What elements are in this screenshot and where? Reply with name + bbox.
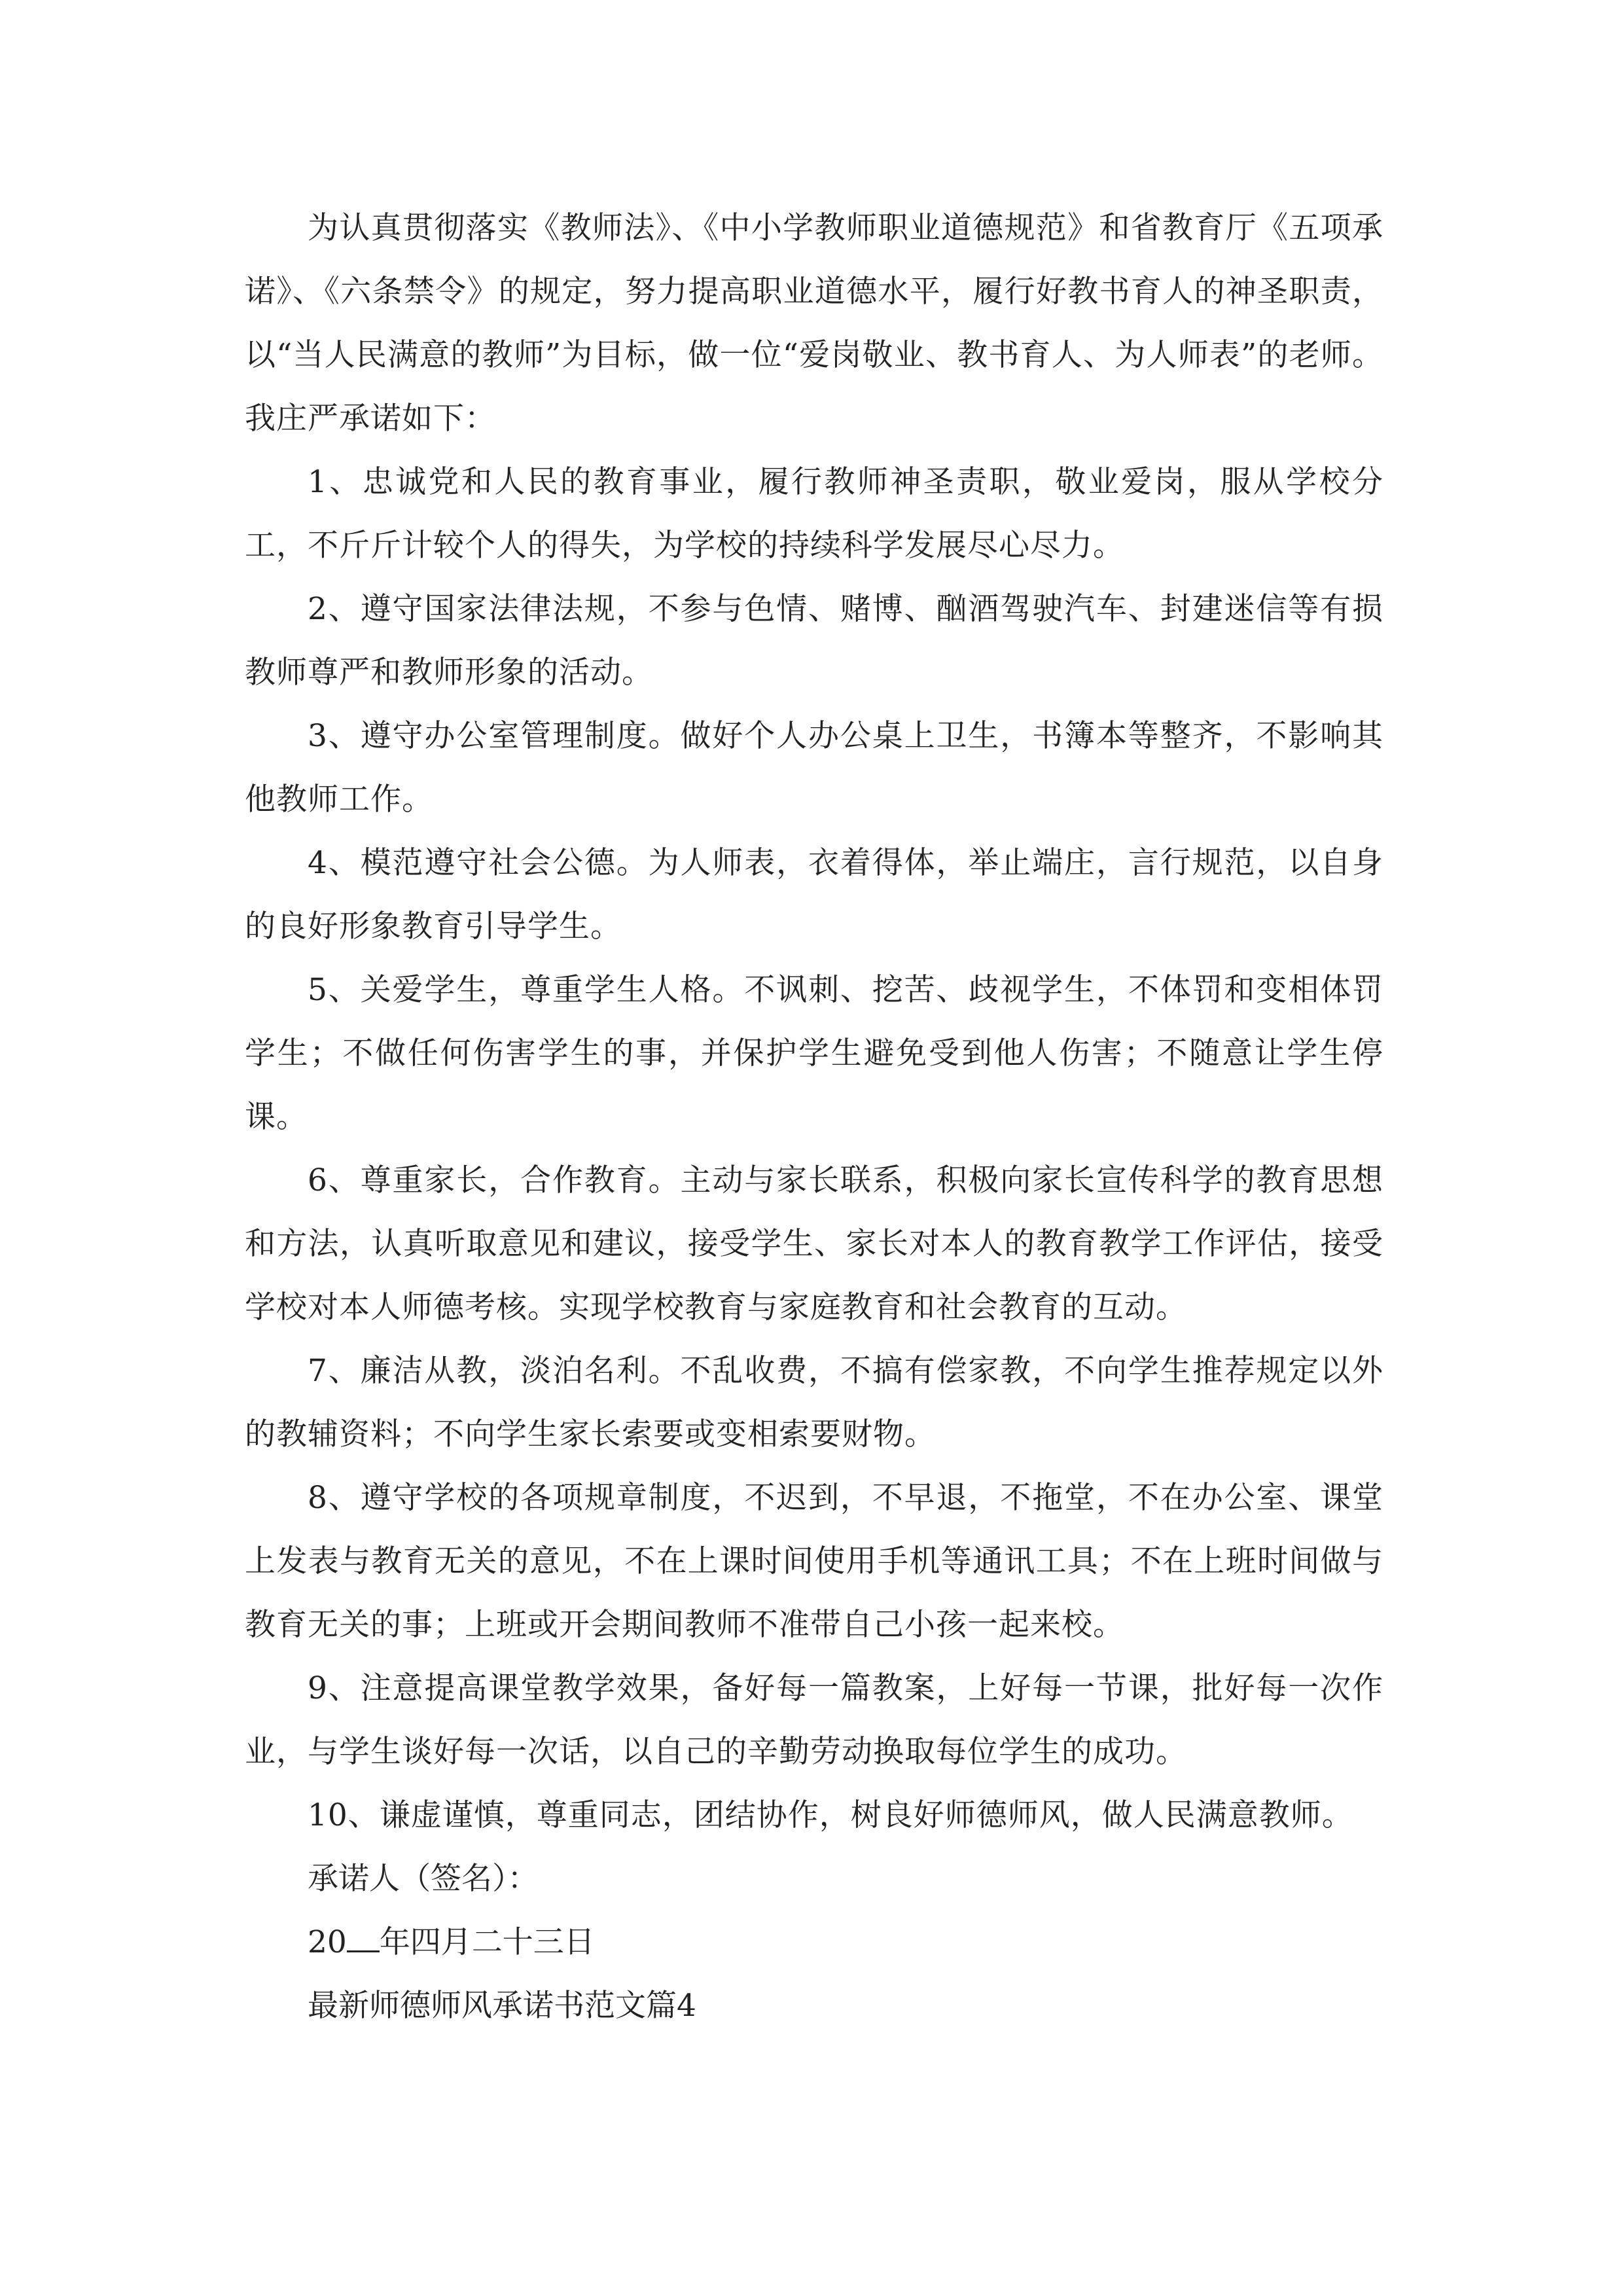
commitment-item-6: 6、尊重家长，合作教育。主动与家长联系，积极向家长宣传科学的教育思想和方法，认真听取意见和建议，接受学生、家长对本人的教育教学工作评估，接受学校对本人师德考核。实现学校教育与家庭教育和社会教育的互动。 (245, 1162, 1383, 1325)
next-section-title: 最新师德师风承诺书范文篇4 (308, 1988, 696, 2024)
commitment-item-8: 8、遵守学校的各项规章制度，不迟到，不早退，不拖堂，不在办公室、课堂上发表与教育无关的意见，不在上课时间使用手机等通讯工具；不在上班时间做与教育无关的事；上班或开会期间教师不准带自己小孩一起来校。 (245, 1480, 1383, 1643)
date-blank (347, 1924, 380, 1952)
commitment-item-3: 3、遵守办公室管理制度。做好个人办公桌上卫生，书簿本等整齐，不影响其他教师工作。 (245, 718, 1383, 817)
document-page (245, 196, 1383, 2037)
commitment-item-10: 10、谦虚谨慎，尊重同志，团结协作，树良好师德师风，做人民满意教师。 (308, 1797, 1353, 1833)
commitment-item-7: 7、廉洁从教，淡泊名利。不乱收费，不搞有偿家教，不向学生推荐规定以外的教辅资料；不向学生家长索要或变相索要财物。 (245, 1353, 1383, 1452)
signature-line: 承诺人（签名）： (308, 1861, 539, 1897)
date-rest: 年四月二十三日 (379, 1924, 595, 1960)
commitment-item-2: 2、遵守国家法律法规，不参与色情、赌博、酗酒驾驶汽车、封建迷信等有损教师尊严和教师形象的活动。 (245, 591, 1383, 691)
commitment-item-5: 5、关爱学生，尊重学生人格。不讽刺、挖苦、歧视学生，不体罚和变相体罚学生；不做任何伤害学生的事，并保护学生避免受到他人伤害；不随意让学生停课。 (245, 972, 1383, 1135)
commitment-item-9: 9、注意提高课堂教学效果，备好每一篇教案，上好每一节课，批好每一次作业，与学生谈好每一次话，以自己的辛勤劳动换取每位学生的成功。 (245, 1670, 1383, 1770)
date-line (245, 1910, 1383, 1974)
commitment-item-4: 4、模范遵守社会公德。为人师表，衣着得体，举止端庄，言行规范，以自身的良好形象教育引导学生。 (245, 845, 1383, 944)
commitment-item-1: 1、忠诚党和人民的教育事业，履行教师神圣责职，敬业爱岗，服从学校分工，不斤斤计较个人的得失，为学校的持续科学发展尽心尽力。 (245, 464, 1383, 564)
intro-paragraph: 为认真贯彻落实《教师法》、《中小学教师职业道德规范》和省教育厅《五项承诺》、《六条禁令》的规定，努力提高职业道德水平，履行好教书育人的神圣职责，以“当人民满意的教师”为目标，做一位“爱岗敬业、教书育人、为人师表”的老师。我庄严承诺如下： (245, 210, 1383, 437)
date-year-prefix: 20 (308, 1924, 347, 1960)
